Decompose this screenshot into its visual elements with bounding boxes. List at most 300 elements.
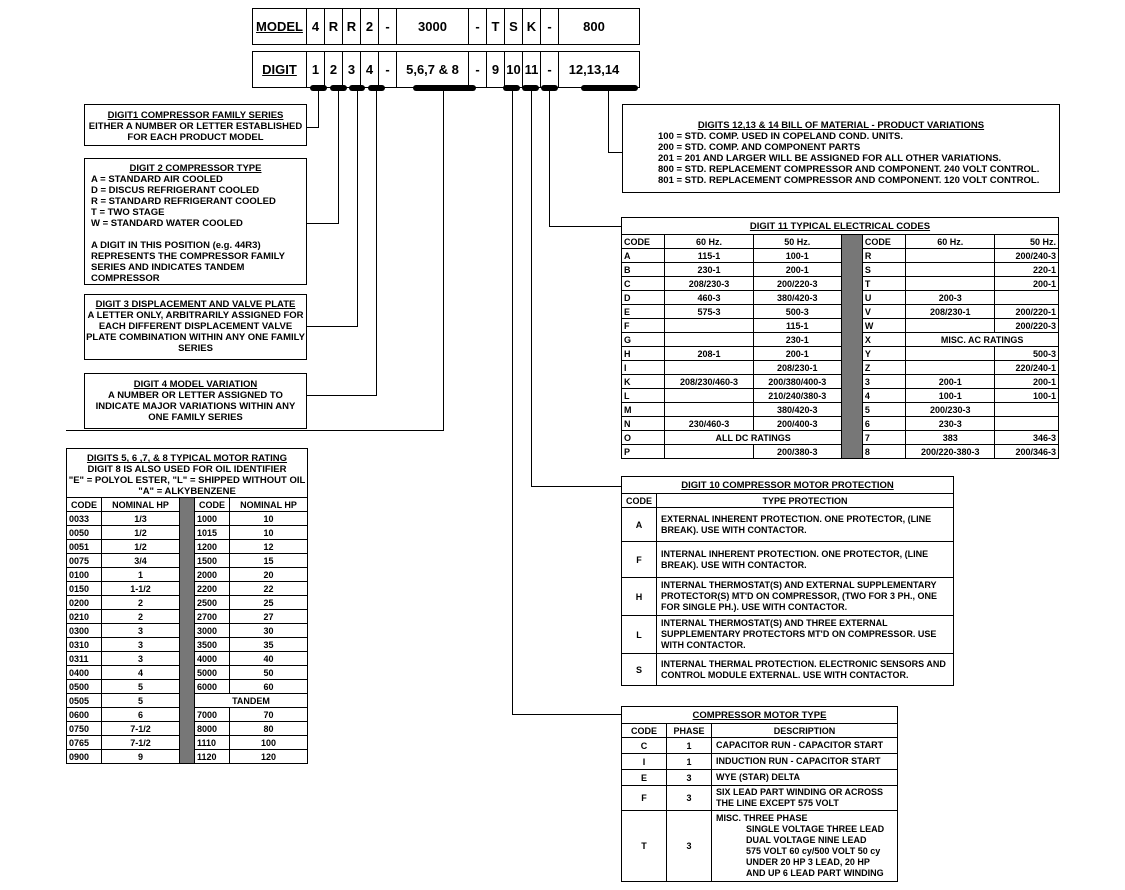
table-cell (906, 249, 995, 263)
digit1-box (84, 104, 307, 146)
table-row (622, 542, 954, 578)
table-cell: 0400 (67, 666, 102, 680)
model-cell: S (505, 9, 523, 44)
table-cell: 0300 (67, 624, 102, 638)
elec-title: DIGIT 11 TYPICAL ELECTRICAL CODES (749, 221, 931, 232)
table-cell: 100 (230, 736, 308, 750)
bom-line: 200 = STD. COMP. AND COMPONENT PARTS (658, 142, 861, 153)
table-row (622, 578, 954, 616)
table-cell: M (622, 403, 665, 417)
table-cell: 100-1 (995, 389, 1059, 403)
table-cell: 0750 (67, 722, 102, 736)
digit-marker (581, 85, 638, 91)
table-cell: 12 (230, 540, 308, 554)
table-cell: 7000 (195, 708, 230, 722)
digit2-note: SERIES AND INDICATES TANDEM (91, 262, 245, 273)
table-cell: 1 (667, 754, 712, 770)
table-row (622, 375, 1059, 389)
table-row (622, 305, 1059, 319)
table-row (622, 333, 1059, 347)
table-cell (665, 361, 753, 375)
table-cell: 200/220-3 (995, 319, 1059, 333)
digit3-title: DIGIT 3 DISPLACEMENT AND VALVE PLATE (95, 299, 296, 310)
table-row (622, 417, 1059, 431)
table-cell: 50 Hz. (995, 235, 1059, 249)
table-cell: 2700 (195, 610, 230, 624)
motor-line: DIGIT 8 IS ALSO USED FOR OIL IDENTIFIER (87, 464, 287, 475)
table-cell: R (862, 249, 905, 263)
table-row (622, 616, 954, 654)
table-cell: 7-1/2 (102, 736, 180, 750)
table-cell: 200-1 (995, 277, 1059, 291)
table-cell: 25 (230, 596, 308, 610)
table-row (622, 508, 954, 542)
table-cell: 5 (102, 694, 180, 708)
table-row (622, 347, 1059, 361)
table-cell: INDUCTION RUN - CAPACITOR START (712, 754, 898, 770)
model-cell: - (469, 9, 487, 44)
table-cell: 4 (102, 666, 180, 680)
table-cell: 1200 (195, 540, 230, 554)
table-cell: 210/240/380-3 (753, 389, 841, 403)
table-cell: 60 Hz. (665, 235, 753, 249)
digit4-line: A NUMBER OR LETTER ASSIGNED TO (108, 390, 283, 401)
table-cell: 200-1 (995, 375, 1059, 389)
table-cell: 200/380/400-3 (753, 375, 841, 389)
table-cell: 4 (862, 389, 905, 403)
protection-table (621, 493, 954, 686)
table-cell: Y (862, 347, 905, 361)
table-row (622, 738, 898, 754)
table-cell (906, 319, 995, 333)
model-cell: - (379, 9, 397, 44)
table-cell: 208-1 (665, 347, 753, 361)
table-cell: I (622, 361, 665, 375)
table-cell: 346-3 (995, 431, 1059, 445)
table-cell: T (622, 811, 667, 882)
table-cell: 230/460-3 (665, 417, 753, 431)
table-cell: 460-3 (665, 291, 753, 305)
table-cell: 200-1 (753, 263, 841, 277)
table-cell: 208/230-3 (665, 277, 753, 291)
table-cell (665, 403, 753, 417)
table-cell: 30 (230, 624, 308, 638)
digit-cell: 10 (505, 52, 523, 87)
table-cell: D (622, 291, 665, 305)
table-cell: 5 (862, 403, 905, 417)
table-cell: L (622, 389, 665, 403)
table-cell: MISC. AC RATINGS (906, 333, 1059, 347)
table-cell: 200/380-3 (753, 445, 841, 459)
digit1-title: DIGIT1 COMPRESSOR FAMILY SERIES (107, 110, 284, 121)
table-row (622, 277, 1059, 291)
digit1-line: EITHER A NUMBER OR LETTER ESTABLISHED (88, 121, 303, 132)
table-cell: INTERNAL THERMOSTAT(S) AND THREE EXTERNAL SUPPLEMENTARY PROTECTORS MT'D ON COMPRESSOR. USE WITH CONTACTOR. (657, 616, 954, 654)
table-cell: 208/230-1 (753, 361, 841, 375)
bom-line: 801 = STD. REPLACEMENT COMPRESSOR AND COMPONENT. 120 VOLT CONTROL. (658, 175, 1040, 186)
electrical-codes-table (621, 234, 1059, 459)
table-cell: CODE (67, 498, 102, 512)
table-cell: I (622, 754, 667, 770)
mtype-title: COMPRESSOR MOTOR TYPE (692, 710, 827, 721)
table-cell: 6 (862, 417, 905, 431)
table-cell: C (622, 277, 665, 291)
table-cell (906, 361, 995, 375)
table-cell: CODE (622, 235, 665, 249)
digit-cell: 4 (361, 52, 379, 87)
table-cell: 1500 (195, 554, 230, 568)
table-cell: 3 (102, 638, 180, 652)
table-cell: 200-3 (906, 291, 995, 305)
model-cell: - (541, 9, 559, 44)
bom-line: 800 = STD. REPLACEMENT COMPRESSOR AND COMPONENT. 240 VOLT CONTROL. (658, 164, 1040, 175)
table-divider (841, 235, 862, 459)
table-row (622, 811, 898, 882)
table-cell: 6 (102, 708, 180, 722)
motor-title: DIGITS 5, 6 ,7, & 8 TYPICAL MOTOR RATING (86, 453, 288, 464)
motor-type-line: 575 VOLT 60 cy/500 VOLT 50 cy (746, 846, 881, 856)
digit2-note: COMPRESSOR (91, 273, 160, 284)
digit2-note: A DIGIT IN THIS POSITION (e.g. 44R3) (91, 240, 261, 251)
digit-cell: 9 (487, 52, 505, 87)
model-cell: 2 (361, 9, 379, 44)
table-cell: 200/220-1 (995, 305, 1059, 319)
table-cell: 2 (102, 596, 180, 610)
table-cell: 8000 (195, 722, 230, 736)
motor-type-title-box (621, 706, 898, 724)
table-cell: 1000 (195, 512, 230, 526)
table-cell: 6000 (195, 680, 230, 694)
table-cell: 1 (102, 568, 180, 582)
table-cell: 2 (102, 610, 180, 624)
table-cell: CAPACITOR RUN - CAPACITOR START (712, 738, 898, 754)
table-row (622, 754, 898, 770)
digit2-line: D = DISCUS REFRIGERANT COOLED (91, 185, 260, 196)
table-cell: H (622, 578, 657, 616)
table-cell: 0505 (67, 694, 102, 708)
table-cell: 0033 (67, 512, 102, 526)
table-cell: 2200 (195, 582, 230, 596)
table-cell: F (622, 786, 667, 811)
table-cell: 0500 (67, 680, 102, 694)
model-cell: T (487, 9, 505, 44)
model-cell: R (325, 9, 343, 44)
tandem-label: TANDEM (195, 694, 308, 708)
table-cell (906, 263, 995, 277)
table-cell: 2500 (195, 596, 230, 610)
table-cell (665, 333, 753, 347)
digit2-line: W = STANDARD WATER COOLED (91, 218, 243, 229)
table-row (622, 361, 1059, 375)
table-cell: INTERNAL THERMOSTAT(S) AND EXTERNAL SUPPLEMENTARY PROTECTOR(S) MT'D ON COMPRESSOR, (TWO FOR 3 PH., ONE FOR SINGLE PH.). USE WITH CONTACTOR. (657, 578, 954, 616)
table-cell: 27 (230, 610, 308, 624)
digit2-line: T = TWO STAGE (91, 207, 165, 218)
digit2-note: REPRESENTS THE COMPRESSOR FAMILY (91, 251, 285, 262)
table-cell: 60 (230, 680, 308, 694)
model-cell: 4 (307, 9, 325, 44)
table-row (622, 494, 954, 508)
motor-line: "E" = POLYOL ESTER, "L" = SHIPPED WITHOUT OIL (68, 475, 306, 486)
table-cell: 15 (230, 554, 308, 568)
table-cell: 383 (906, 431, 995, 445)
digit2-line: R = STANDARD REFRIGERANT COOLED (91, 196, 276, 207)
motor-type-line: MISC. THREE PHASE (716, 813, 808, 823)
table-cell: 10 (230, 512, 308, 526)
table-cell: 3 (102, 624, 180, 638)
table-cell: E (622, 770, 667, 786)
table-cell: W (862, 319, 905, 333)
bom-title: DIGITS 12,13 & 14 BILL OF MATERIAL - PRODUCT VARIATIONS (697, 120, 985, 131)
table-cell: 50 (230, 666, 308, 680)
table-cell: 7 (862, 431, 905, 445)
table-row (622, 654, 954, 686)
table-cell: 100-1 (753, 249, 841, 263)
table-cell: 100-1 (906, 389, 995, 403)
table-cell: 4000 (195, 652, 230, 666)
table-row (622, 403, 1059, 417)
digit4-title: DIGIT 4 MODEL VARIATION (133, 379, 258, 390)
table-cell: 20 (230, 568, 308, 582)
table-cell: 0050 (67, 526, 102, 540)
table-cell: 3 (667, 786, 712, 811)
table-cell: 1015 (195, 526, 230, 540)
table-cell: 22 (230, 582, 308, 596)
table-cell: INTERNAL THERMAL PROTECTION. ELECTRONIC SENSORS AND CONTROL MODULE EXTERNAL. USE WITH CONTACTOR. (657, 654, 954, 686)
model-label: MODEL (253, 9, 307, 44)
digit-cell: 11 (523, 52, 541, 87)
table-cell: 9 (102, 750, 180, 764)
table-cell: 500-3 (753, 305, 841, 319)
table-cell: C (622, 738, 667, 754)
table-cell: 200/400-3 (753, 417, 841, 431)
table-cell: 3 (667, 811, 712, 882)
table-cell: 0765 (67, 736, 102, 750)
table-cell: B (622, 263, 665, 277)
table-cell: 200/220-3 (753, 277, 841, 291)
table-cell: TYPE PROTECTION (657, 494, 954, 508)
table-cell: 380/420-3 (753, 291, 841, 305)
table-cell: NOMINAL HP (230, 498, 308, 512)
table-cell: 0311 (67, 652, 102, 666)
table-cell (665, 319, 753, 333)
table-cell: 0900 (67, 750, 102, 764)
table-cell: A (622, 508, 657, 542)
motor-type-line: UNDER 20 HP 3 LEAD, 20 HP (746, 857, 870, 867)
table-cell: 208/230/460-3 (665, 375, 753, 389)
table-cell: N (622, 417, 665, 431)
table-cell: 3 (102, 652, 180, 666)
table-cell: X (862, 333, 905, 347)
table-row (622, 786, 898, 811)
model-cell: K (523, 9, 541, 44)
table-cell: 1120 (195, 750, 230, 764)
digit3-line: A LETTER ONLY, ARBITRARILY ASSIGNED FOR (87, 310, 304, 321)
table-cell: 200/240-3 (995, 249, 1059, 263)
table-row (622, 235, 1059, 249)
table-cell: O (622, 431, 665, 445)
table-cell: L (622, 616, 657, 654)
table-cell: 1/2 (102, 540, 180, 554)
table-cell: 3 (667, 770, 712, 786)
table-cell: 1/3 (102, 512, 180, 526)
table-cell: 230-1 (753, 333, 841, 347)
table-cell (995, 403, 1059, 417)
table-cell: S (862, 263, 905, 277)
table-cell: CODE (195, 498, 230, 512)
table-cell: 0210 (67, 610, 102, 624)
table-cell: 3/4 (102, 554, 180, 568)
table-cell: 220-1 (995, 263, 1059, 277)
model-cell: 3000 (397, 9, 469, 44)
table-cell: 70 (230, 708, 308, 722)
digit-marker (413, 85, 476, 91)
digit1-line: FOR EACH PRODUCT MODEL (127, 132, 264, 143)
table-cell: 200-1 (753, 347, 841, 361)
table-cell: 50 Hz. (753, 235, 841, 249)
digit-label: DIGIT (253, 52, 307, 87)
table-cell: SIX LEAD PART WINDING OR ACROSS THE LINE EXCEPT 575 VOLT (712, 786, 898, 811)
table-cell: 5 (102, 680, 180, 694)
table-cell: CODE (862, 235, 905, 249)
bom-line: 100 = STD. COMP. USED IN COPELAND COND. UNITS. (658, 131, 904, 142)
table-cell: WYE (STAR) DELTA (712, 770, 898, 786)
table-cell: 200/220-380-3 (906, 445, 995, 459)
table-row (622, 724, 898, 738)
table-cell: 220/240-1 (995, 361, 1059, 375)
table-cell: V (862, 305, 905, 319)
digit3-line: PLATE COMBINATION WITHIN ANY ONE FAMILY (86, 332, 305, 343)
table-cell: 500-3 (995, 347, 1059, 361)
digit4-box (84, 373, 307, 429)
digit-cell: - (541, 52, 559, 87)
digit2-line: A = STANDARD AIR COOLED (91, 174, 223, 185)
table-cell: 230-3 (906, 417, 995, 431)
digit-row (252, 51, 640, 88)
digit-cell: 5,6,7 & 8 (397, 52, 469, 87)
table-cell: 0600 (67, 708, 102, 722)
table-cell: 115-1 (753, 319, 841, 333)
table-row (622, 770, 898, 786)
table-cell: 120 (230, 750, 308, 764)
motor-type-line: SINGLE VOLTAGE THREE LEAD (746, 824, 885, 834)
model-cell: 800 (583, 19, 605, 34)
digit-cell: 1 (307, 52, 325, 87)
motor-rating-box (66, 448, 308, 498)
table-cell: 230-1 (665, 263, 753, 277)
motor-type-table (621, 723, 898, 882)
table-cell: 1 (667, 738, 712, 754)
protection-title-box (621, 476, 954, 494)
table-cell: S (622, 654, 657, 686)
table-cell: NOMINAL HP (102, 498, 180, 512)
table-cell: 200/230-3 (906, 403, 995, 417)
table-cell: 35 (230, 638, 308, 652)
table-row (622, 389, 1059, 403)
table-cell: DESCRIPTION (712, 724, 898, 738)
electrical-title-box (621, 217, 1059, 235)
table-cell: 200-1 (906, 375, 995, 389)
table-cell: 0100 (67, 568, 102, 582)
table-cell (906, 277, 995, 291)
table-cell: 115-1 (665, 249, 753, 263)
table-cell: K (622, 375, 665, 389)
table-row (622, 445, 1059, 459)
motor-rating-table (66, 497, 308, 764)
table-cell (995, 291, 1059, 305)
model-cell: R (343, 9, 361, 44)
table-cell: 7-1/2 (102, 722, 180, 736)
table-cell: 0075 (67, 554, 102, 568)
table-cell: G (622, 333, 665, 347)
table-cell: 10 (230, 526, 308, 540)
table-row (622, 263, 1059, 277)
table-cell: F (622, 319, 665, 333)
table-cell: EXTERNAL INHERENT PROTECTION. ONE PROTECTOR, (LINE BREAK). USE WITH CONTACTOR. (657, 508, 954, 542)
table-cell: 575-3 (665, 305, 753, 319)
table-cell: 3 (862, 375, 905, 389)
motor-type-line: DUAL VOLTAGE NINE LEAD (746, 835, 867, 845)
motor-line: "A" = ALKYBENZENE (138, 486, 236, 497)
table-cell: CODE (622, 494, 657, 508)
digit3-line: EACH DIFFERENT DISPLACEMENT VALVE (98, 321, 293, 332)
table-cell: 3000 (195, 624, 230, 638)
digit4-line: INDICATE MAJOR VARIATIONS WITHIN ANY (95, 401, 296, 412)
table-cell: P (622, 445, 665, 459)
table-cell: PHASE (667, 724, 712, 738)
table-cell: Z (862, 361, 905, 375)
table-cell: H (622, 347, 665, 361)
table-cell: 208/230-1 (906, 305, 995, 319)
table-cell: 40 (230, 652, 308, 666)
table-cell: 80 (230, 722, 308, 736)
model-row (252, 8, 640, 45)
digit-cell: - (469, 52, 487, 87)
table-cell: 1110 (195, 736, 230, 750)
bom-line: 201 = 201 AND LARGER WILL BE ASSIGNED FOR ALL OTHER VARIATIONS. (658, 153, 1002, 164)
table-cell (665, 445, 753, 459)
table-divider (180, 498, 195, 764)
digit-cell: 12,13,14 (568, 62, 620, 77)
bom-box (622, 104, 1060, 193)
table-row (622, 431, 1059, 445)
table-cell (995, 417, 1059, 431)
table-cell: F (622, 542, 657, 578)
digit2-title: DIGIT 2 COMPRESSOR TYPE (129, 163, 262, 174)
table-cell: 0150 (67, 582, 102, 596)
table-cell: ALL DC RATINGS (665, 431, 842, 445)
table-cell: 60 Hz. (906, 235, 995, 249)
table-row (622, 291, 1059, 305)
table-cell: U (862, 291, 905, 305)
digit-cell: 3 (343, 52, 361, 87)
table-cell: CODE (622, 724, 667, 738)
table-row (622, 249, 1059, 263)
digit3-line: SERIES (178, 343, 213, 354)
table-cell: 0200 (67, 596, 102, 610)
table-cell: 5000 (195, 666, 230, 680)
table-cell: T (862, 277, 905, 291)
table-cell (906, 347, 995, 361)
protection-title: DIGIT 10 COMPRESSOR MOTOR PROTECTION (681, 480, 894, 491)
table-cell (665, 389, 753, 403)
table-cell: 1/2 (102, 526, 180, 540)
digit-cell: - (379, 52, 397, 87)
table-cell: 2000 (195, 568, 230, 582)
table-cell: 1-1/2 (102, 582, 180, 596)
table-cell: E (622, 305, 665, 319)
table-cell: 8 (862, 445, 905, 459)
table-row (622, 319, 1059, 333)
